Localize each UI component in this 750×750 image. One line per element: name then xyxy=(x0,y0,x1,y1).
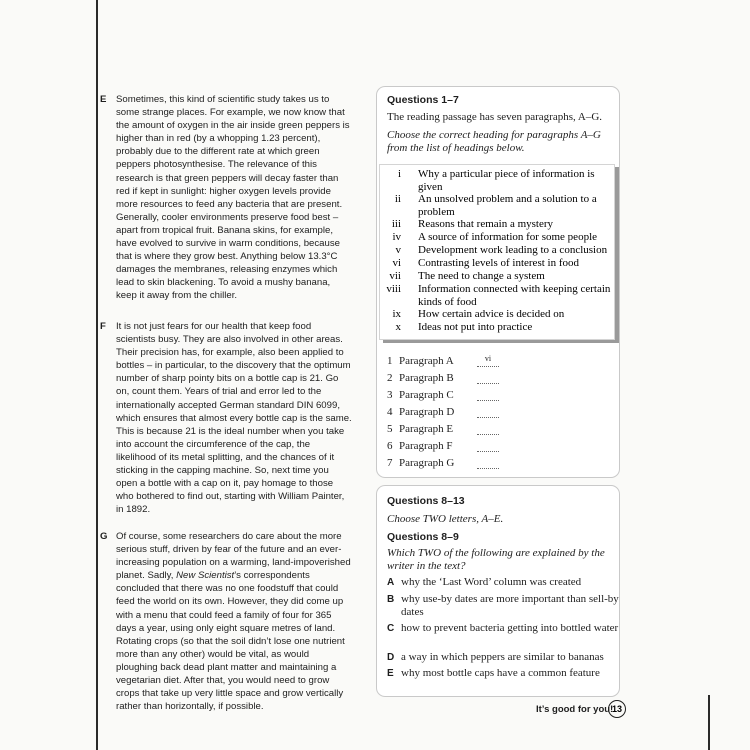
publication-title: New Scientist xyxy=(176,570,235,582)
heading-numeral: ii xyxy=(394,193,401,205)
running-title: It’s good for you! xyxy=(536,704,614,715)
heading-numeral: viii xyxy=(386,283,401,295)
paragraph-answer-row xyxy=(387,389,454,401)
questions-title: Questions 8–13 xyxy=(387,495,465,507)
questions-8-13-box xyxy=(376,485,620,697)
instruction-line: from the list of headings below. xyxy=(387,142,525,154)
question-number: 4 xyxy=(387,406,393,418)
heading-text: The need to change a system xyxy=(418,270,545,282)
page-number: 13 xyxy=(608,700,626,718)
heading-text: Ideas not put into practice xyxy=(418,321,533,333)
heading-numeral: ix xyxy=(392,308,401,320)
paragraph-text: Sometimes, this kind of scientific study takes us to some strange places. For example, we now know that the amount of oxygen in the air inside green peppers is higher than in red (by a whopping 1.23 percent), probably due to the different rate at which green peppers photosynthesise. The relevance of this research is that green peppers will decay faster than red if kept in sunlight: higher oxygen levels provide more resources to feed any bacteria that are present. Generally, cooler environments preserve food best – apart from tropical fruit. Banana skins, for example, have evolved to survive in warm conditions, because that is where they grow best. Anything below 13.3°C damages the membranes, releasing enzymes which lead to skin blackening. To avoid a mushy banana, keep it away from the chiller. xyxy=(116,94,350,302)
paragraph-e xyxy=(100,93,352,303)
heading-numeral: x xyxy=(395,321,401,333)
heading-numeral: vi xyxy=(392,257,401,269)
question-number: 1 xyxy=(387,355,393,367)
paragraph-label: Paragraph D xyxy=(399,406,455,418)
answer-blank[interactable] xyxy=(477,456,499,469)
page-fold-line xyxy=(96,0,98,750)
paragraph-label: Paragraph B xyxy=(399,372,454,384)
paragraph-label: Paragraph G xyxy=(399,457,455,469)
question-number: 5 xyxy=(387,423,393,435)
paragraph-answer-row xyxy=(387,423,453,435)
paragraph-answer-row xyxy=(387,406,454,418)
paragraph-answer-row xyxy=(387,372,454,384)
paragraph-label: Paragraph F xyxy=(399,440,453,452)
question-number: 3 xyxy=(387,389,393,401)
heading-text: Reasons that remain a mystery xyxy=(418,218,554,230)
page-edge-line xyxy=(708,695,710,750)
paragraph-text-part: Of course, some researchers do care about the more serious stuff, driven by fear of the future and an ever-increasing population on a warming, land-impoverished planet. Sadly, xyxy=(116,531,351,582)
heading-text: Development work leading to a conclusion xyxy=(418,244,608,256)
task-instruction xyxy=(387,129,622,155)
option-text: why use-by dates are more important than sell-by dates xyxy=(401,593,619,618)
paragraph-text xyxy=(116,530,352,713)
paragraph-text: It is not just fears for our health that keep food scientists busy. They are also involved in other areas. Their precision has, for example, also been applied to bottles – in particular, to the discovery that the optimum number of sharp pointy bits on a bottle cap is 21. Go on, count them. Years of trial and error led to the internationally accepted German standard DIN 6099, which ensures that almost every bottle cap is the same. This is because 21 is the ideal number when you take into account the circumference of the cap, the likelihood of its metal splitting, and the chances of it sticking in the capping machine. So, next time you open a bottle with a cap on it, pay homage to those who bothered to find out, starting with William Painter, in 1892. xyxy=(116,321,352,516)
option-text: why the ‘Last Word’ column was created xyxy=(401,576,582,588)
heading-text: How certain advice is decided on xyxy=(418,308,565,320)
answer-blank[interactable] xyxy=(477,388,499,401)
paragraph-answer-row xyxy=(387,457,454,469)
option-letter: D xyxy=(387,652,395,663)
option-letter: C xyxy=(387,623,395,634)
list-of-headings xyxy=(379,164,615,340)
paragraph-text-part: ’s correspondents concluded that there was no one foodstuff that could feed the world on its own. However, they did come up with a menu that could feed a family of four for 365 days a year, using only eight square metres of land. Rotating crops (so that the soil didn’t lose one nutrient more than any other) would be vital, as would ploughing back dead plant matter and maintaining a vegetarian diet. After that, you would need to grow crops that take up very little space and grow vertically rather than horizontally, if possible. xyxy=(116,570,345,713)
heading-text: An unsolved problem and a solution to a problem xyxy=(418,193,597,218)
questions-title: Questions 1–7 xyxy=(387,94,459,106)
heading-numeral: v xyxy=(395,244,401,256)
question-line: Which TWO of the following are explained by the xyxy=(387,547,605,559)
option-letter: E xyxy=(387,668,394,679)
instruction-line: Choose the correct heading for paragraphs A–G xyxy=(387,129,601,141)
option-text: how to prevent bacteria getting into bottled water xyxy=(401,622,619,634)
question-line: writer in the text? xyxy=(387,560,466,572)
heading-numeral: vii xyxy=(389,270,401,282)
heading-text: A source of information for some people xyxy=(418,231,598,243)
question-number: 2 xyxy=(387,372,393,384)
option-text: a way in which peppers are similar to bananas xyxy=(401,651,604,663)
question-number: 6 xyxy=(387,440,393,452)
heading-numeral: iii xyxy=(391,218,401,230)
heading-numeral: i xyxy=(397,168,401,180)
task-intro: The reading passage has seven paragraphs, A–G. xyxy=(387,111,603,123)
paragraph-answer-row xyxy=(387,354,492,367)
question-text xyxy=(387,547,622,573)
heading-text: Contrasting levels of interest in food xyxy=(418,257,579,269)
option-letter: A xyxy=(387,577,395,588)
paragraph-letter: F xyxy=(100,321,106,332)
question-number: 7 xyxy=(387,457,393,469)
paragraph-label: Paragraph E xyxy=(399,423,454,435)
option-text: why most bottle caps have a common feature xyxy=(401,667,600,679)
option-letter: B xyxy=(387,594,395,605)
heading-text: Why a particular piece of information is given xyxy=(418,168,595,193)
answer-blank[interactable] xyxy=(477,371,499,384)
questions-subtitle: Questions 8–9 xyxy=(387,531,459,543)
paragraph-answer-row xyxy=(387,440,452,452)
answer-blank[interactable] xyxy=(477,405,499,418)
task-instruction: Choose TWO letters, A–E. xyxy=(387,513,504,525)
heading-numeral: iv xyxy=(392,231,401,243)
paragraph-label: Paragraph A xyxy=(399,355,454,367)
answer-blank[interactable] xyxy=(477,422,499,435)
paragraph-f xyxy=(100,320,352,516)
paragraph-label: Paragraph C xyxy=(399,389,454,401)
answer-blank[interactable]: vi xyxy=(477,354,499,367)
paragraph-letter: G xyxy=(100,531,108,542)
answer-blank[interactable] xyxy=(477,439,499,452)
paragraph-g xyxy=(100,530,352,713)
heading-text: Information connected with keeping certain kinds of food xyxy=(418,283,611,308)
paragraph-letter: E xyxy=(100,94,107,105)
